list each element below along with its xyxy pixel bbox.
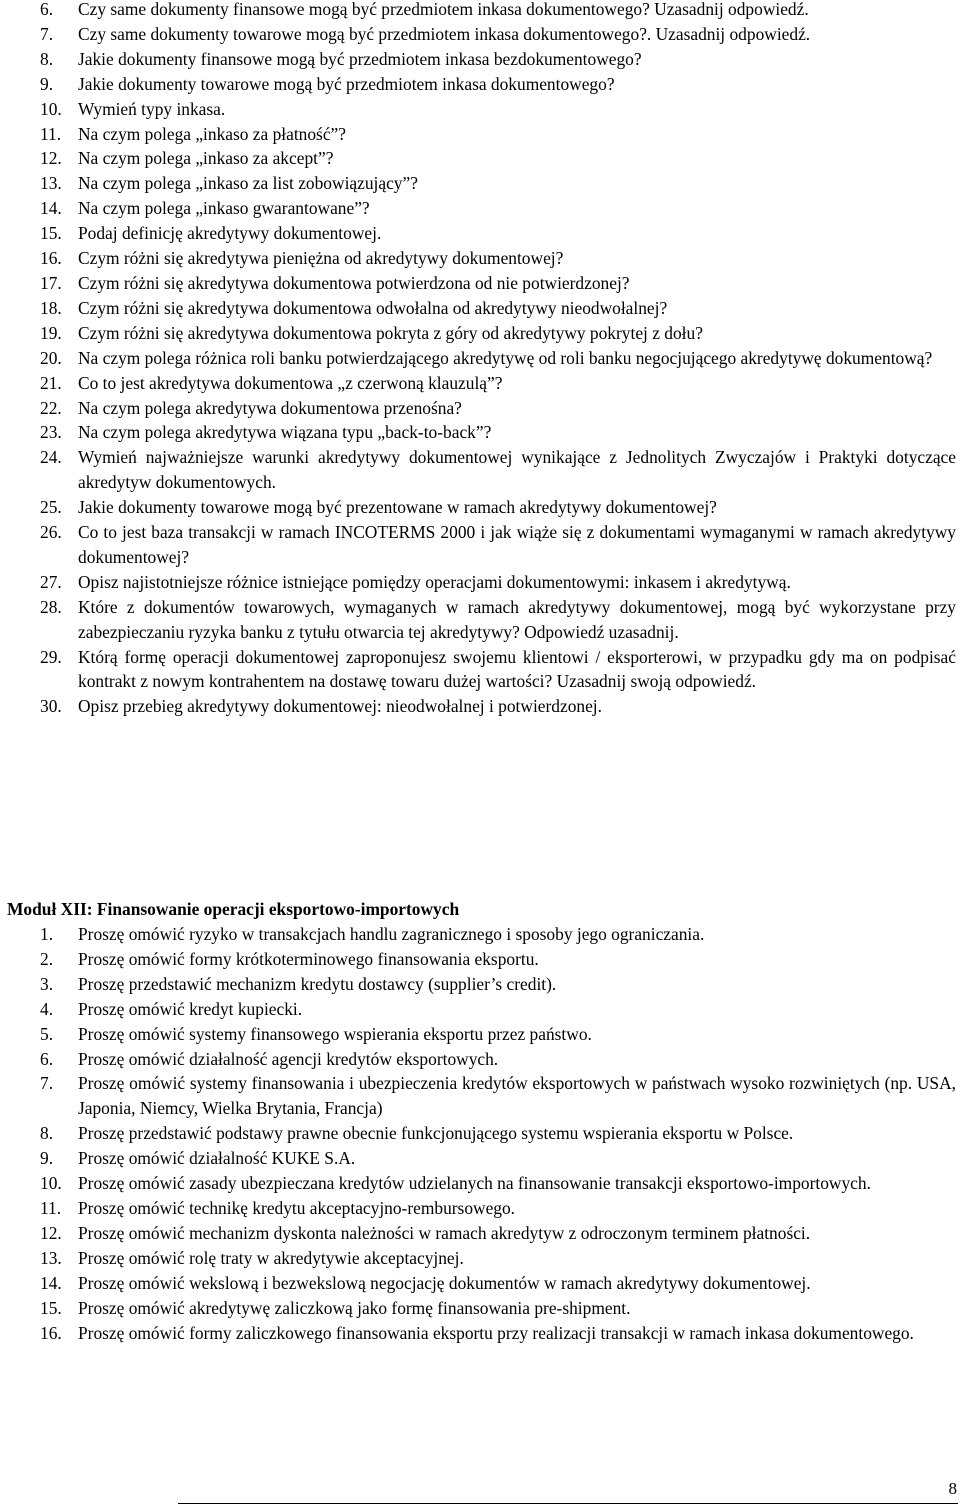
- item-text: Proszę omówić działalność agencji kredytów eksportowych.: [78, 1048, 499, 1069]
- item-number: 14.: [40, 1272, 62, 1293]
- item-text: Proszę omówić ryzyko w transakcjach handlu zagranicznego i sposoby jego ograniczania.: [78, 924, 705, 944]
- list-item: [0, 1022, 958, 1047]
- item-text: Czy same dokumenty towarowe mogą być przedmiotem inkasa dokumentowego?. Uzasadnij odpowiedź.: [78, 23, 811, 44]
- section-heading: Moduł XII: Finansowanie operacji eksportowo-importowych: [7, 899, 460, 919]
- item-number: 26.: [40, 522, 62, 543]
- item-number: 24.: [40, 447, 62, 468]
- item-text: Jakie dokumenty towarowe mogą być przedmiotem inkasa dokumentowego?: [78, 73, 615, 94]
- list-item: [0, 420, 958, 445]
- item-number: 10.: [40, 1173, 62, 1194]
- item-number: 1.: [40, 924, 54, 944]
- list-item: [0, 171, 958, 196]
- list-item: [0, 1196, 958, 1221]
- list-item: [0, 520, 958, 570]
- item-text: Co to jest akredytywa dokumentowa „z czerwoną klauzulą”?: [78, 372, 503, 393]
- item-number: 7.: [40, 1073, 54, 1094]
- list-item: [0, 645, 958, 695]
- list-item: [0, 47, 958, 72]
- item-text: Na czym polega „inkaso za akcept”?: [78, 148, 334, 169]
- list-item: [0, 1271, 958, 1296]
- list-item: [0, 570, 958, 595]
- item-text: Czym różni się akredytywa dokumentowa odwołalna od akredytywy nieodwołalnej?: [78, 297, 668, 318]
- list-item: [0, 1171, 958, 1196]
- list-item: [0, 371, 958, 396]
- list-item: [0, 1121, 958, 1146]
- list-item: [0, 947, 958, 972]
- list-item: [0, 1047, 958, 1072]
- item-text: Proszę omówić akredytywę zaliczkową jako formę finansowania pre-shipment.: [78, 1297, 631, 1318]
- item-number: 9.: [40, 1148, 54, 1169]
- item-number: 16.: [40, 1322, 62, 1343]
- item-text: Czy same dokumenty finansowe mogą być przedmiotem inkasa dokumentowego? Uzasadnij odpowiedź.: [78, 0, 809, 19]
- item-number: 17.: [40, 272, 62, 293]
- item-number: 16.: [40, 248, 62, 269]
- item-text: Na czym polega „inkaso za płatność”?: [78, 123, 346, 144]
- list-item: [0, 146, 958, 171]
- item-number: 13.: [40, 173, 62, 194]
- item-text: Jakie dokumenty towarowe mogą być prezentowane w ramach akredytywy dokumentowej?: [78, 497, 717, 518]
- list-item: [0, 1146, 958, 1171]
- list-item: [0, 72, 958, 97]
- item-text: Proszę omówić formy krótkoterminowego finansowania eksportu.: [78, 948, 539, 969]
- list-item: [0, 445, 958, 495]
- item-number: 11.: [40, 1197, 62, 1218]
- item-text: Proszę omówić systemy finansowego wspierania eksportu przez państwo.: [78, 1023, 592, 1044]
- item-number: 15.: [40, 223, 62, 244]
- item-text: Proszę omówić wekslową i bezwekslową negocjację dokumentów w ramach akredytywy dokumentowej.: [78, 1272, 811, 1293]
- item-text: Opisz przebieg akredytywy dokumentowej: nieodwołalnej i potwierdzonej.: [78, 696, 602, 717]
- item-text: Opisz najistotniejsze różnice istniejące pomiędzy operacjami dokumentowymi: inkasem i akredytywą.: [78, 571, 791, 592]
- list-item: [0, 1321, 958, 1346]
- item-number: 10.: [40, 98, 62, 119]
- list-item: [0, 346, 958, 371]
- item-number: 8.: [40, 1123, 54, 1144]
- question-list-inkaso-akredytywa: [0, 0, 958, 719]
- item-number: 15.: [40, 1297, 62, 1318]
- list-item: [0, 1246, 958, 1271]
- item-number: 27.: [40, 571, 62, 592]
- item-number: 9.: [40, 73, 54, 94]
- item-number: 12.: [40, 148, 62, 169]
- item-number: 19.: [40, 322, 62, 343]
- list-item: [0, 271, 958, 296]
- item-number: 13.: [40, 1247, 62, 1268]
- list-item: [0, 1296, 958, 1321]
- item-number: 3.: [40, 973, 54, 994]
- list-item: [0, 495, 958, 520]
- item-number: 6.: [40, 1048, 54, 1069]
- item-text: Proszę przedstawić podstawy prawne obecnie funkcjonującego systemu wspierania eksportu w Polsce.: [78, 1123, 794, 1144]
- page-number: 8: [948, 1479, 957, 1498]
- list-item: [0, 22, 958, 47]
- item-number: 7.: [40, 23, 54, 44]
- item-text: Na czym polega „inkaso gwarantowane”?: [78, 198, 370, 219]
- item-text: Proszę omówić technikę kredytu akceptacyjno-rembursowego.: [78, 1197, 516, 1218]
- item-text: Proszę omówić działalność KUKE S.A.: [78, 1148, 356, 1169]
- item-number: 12.: [40, 1222, 62, 1243]
- footer-rule: [178, 1503, 958, 1504]
- item-text: Na czym polega „inkaso za list zobowiązujący”?: [78, 173, 418, 194]
- item-number: 8.: [40, 48, 54, 69]
- list-item: [0, 97, 958, 122]
- item-number: 2.: [40, 948, 54, 969]
- item-text: Jakie dokumenty finansowe mogą być przedmiotem inkasa bezdokumentowego?: [78, 48, 642, 69]
- item-number: 29.: [40, 646, 62, 667]
- item-text: Proszę omówić kredyt kupiecki.: [78, 998, 303, 1019]
- list-item: [0, 296, 958, 321]
- list-item: [0, 922, 958, 947]
- list-item: [0, 694, 958, 719]
- list-item: [0, 246, 958, 271]
- item-number: 30.: [40, 696, 62, 717]
- item-text: Na czym polega akredytywa dokumentowa przenośna?: [78, 397, 462, 418]
- item-text: Proszę omówić rolę traty w akredytywie akceptacyjnej.: [78, 1247, 464, 1268]
- item-text: Czym różni się akredytywa pieniężna od akredytywy dokumentowej?: [78, 248, 564, 269]
- item-text: Wymień najważniejsze warunki akredytywy dokumentowej wynikające z Jednolitych Zwyczajów i Praktyki dotyczące akredytyw dokumentowych.: [78, 447, 956, 493]
- item-number: 11.: [40, 123, 62, 144]
- item-number: 18.: [40, 297, 62, 318]
- item-number: 25.: [40, 497, 62, 518]
- item-number: 22.: [40, 397, 62, 418]
- item-text: Czym różni się akredytywa dokumentowa pokryta z góry od akredytywy pokrytej z dołu?: [78, 322, 703, 343]
- list-item: [0, 972, 958, 997]
- item-text: Które z dokumentów towarowych, wymaganych w ramach akredytywy dokumentowej, mogą być wykorzystane przy zabezpieczaniu ryzyka banku z tytułu otwarcia tej akredytywy? Odpowiedź uzasadnij.: [78, 596, 956, 642]
- item-text: Na czym polega akredytywa wiązana typu „back-to-back”?: [78, 422, 492, 443]
- list-item: [0, 1071, 958, 1121]
- list-item: [0, 122, 958, 147]
- list-item: [0, 396, 958, 421]
- item-text: Wymień typy inkasa.: [78, 98, 226, 119]
- item-number: 5.: [40, 1023, 54, 1044]
- item-text: Na czym polega różnica roli banku potwierdzającego akredytywę od roli banku negocjującego akredytywę dokumentową?: [78, 347, 933, 368]
- list-item: [0, 595, 958, 645]
- list-item: [0, 997, 958, 1022]
- list-item: [0, 221, 958, 246]
- item-text: Podaj definicję akredytywy dokumentowej.: [78, 223, 382, 244]
- item-text: Co to jest baza transakcji w ramach INCOTERMS 2000 i jak wiąże się z dokumentami wymaganymi w ramach akredytywy dokumentowej?: [78, 522, 956, 567]
- item-text: Czym różni się akredytywa dokumentowa potwierdzona od nie potwierdzonej?: [78, 272, 630, 293]
- list-item: [0, 321, 958, 346]
- item-text: Proszę omówić zasady ubezpieczana kredytów udzielanych na finansowanie transakcji eksportowo-importowych.: [78, 1173, 871, 1194]
- item-text: Proszę omówić systemy finansowania i ubezpieczenia kredytów eksportowych w państwach wysoko rozwiniętych (np. USA, Japonia, Niemcy, Wielka Brytania, Francja): [78, 1073, 956, 1119]
- item-number: 28.: [40, 596, 62, 617]
- item-number: 23.: [40, 422, 62, 443]
- list-item: [0, 196, 958, 221]
- question-list-modul-xii: [0, 922, 958, 1345]
- item-number: 14.: [40, 198, 62, 219]
- item-number: 21.: [40, 372, 62, 393]
- item-text: Którą formę operacji dokumentowej zaproponujesz swojemu klientowi / eksporterowi, w przypadku gdy ma on podpisać kontrakt z nowym kontrahentem na dostawę towaru dużej wartości? Uzasadnij swoją odpowiedź.: [78, 646, 956, 692]
- item-number: 4.: [40, 998, 54, 1019]
- item-text: Proszę omówić formy zaliczkowego finansowania eksportu przy realizacji transakcji w ramach inkasa dokumentowego.: [78, 1322, 914, 1343]
- item-text: Proszę przedstawić mechanizm kredytu dostawcy (supplier’s credit).: [78, 973, 557, 994]
- list-item: [0, 1221, 958, 1246]
- list-item: [0, 0, 958, 22]
- item-text: Proszę omówić mechanizm dyskonta należności w ramach akredytyw z odroczonym terminem płatności.: [78, 1222, 811, 1243]
- item-number: 20.: [40, 347, 62, 368]
- item-number: 6.: [40, 0, 54, 19]
